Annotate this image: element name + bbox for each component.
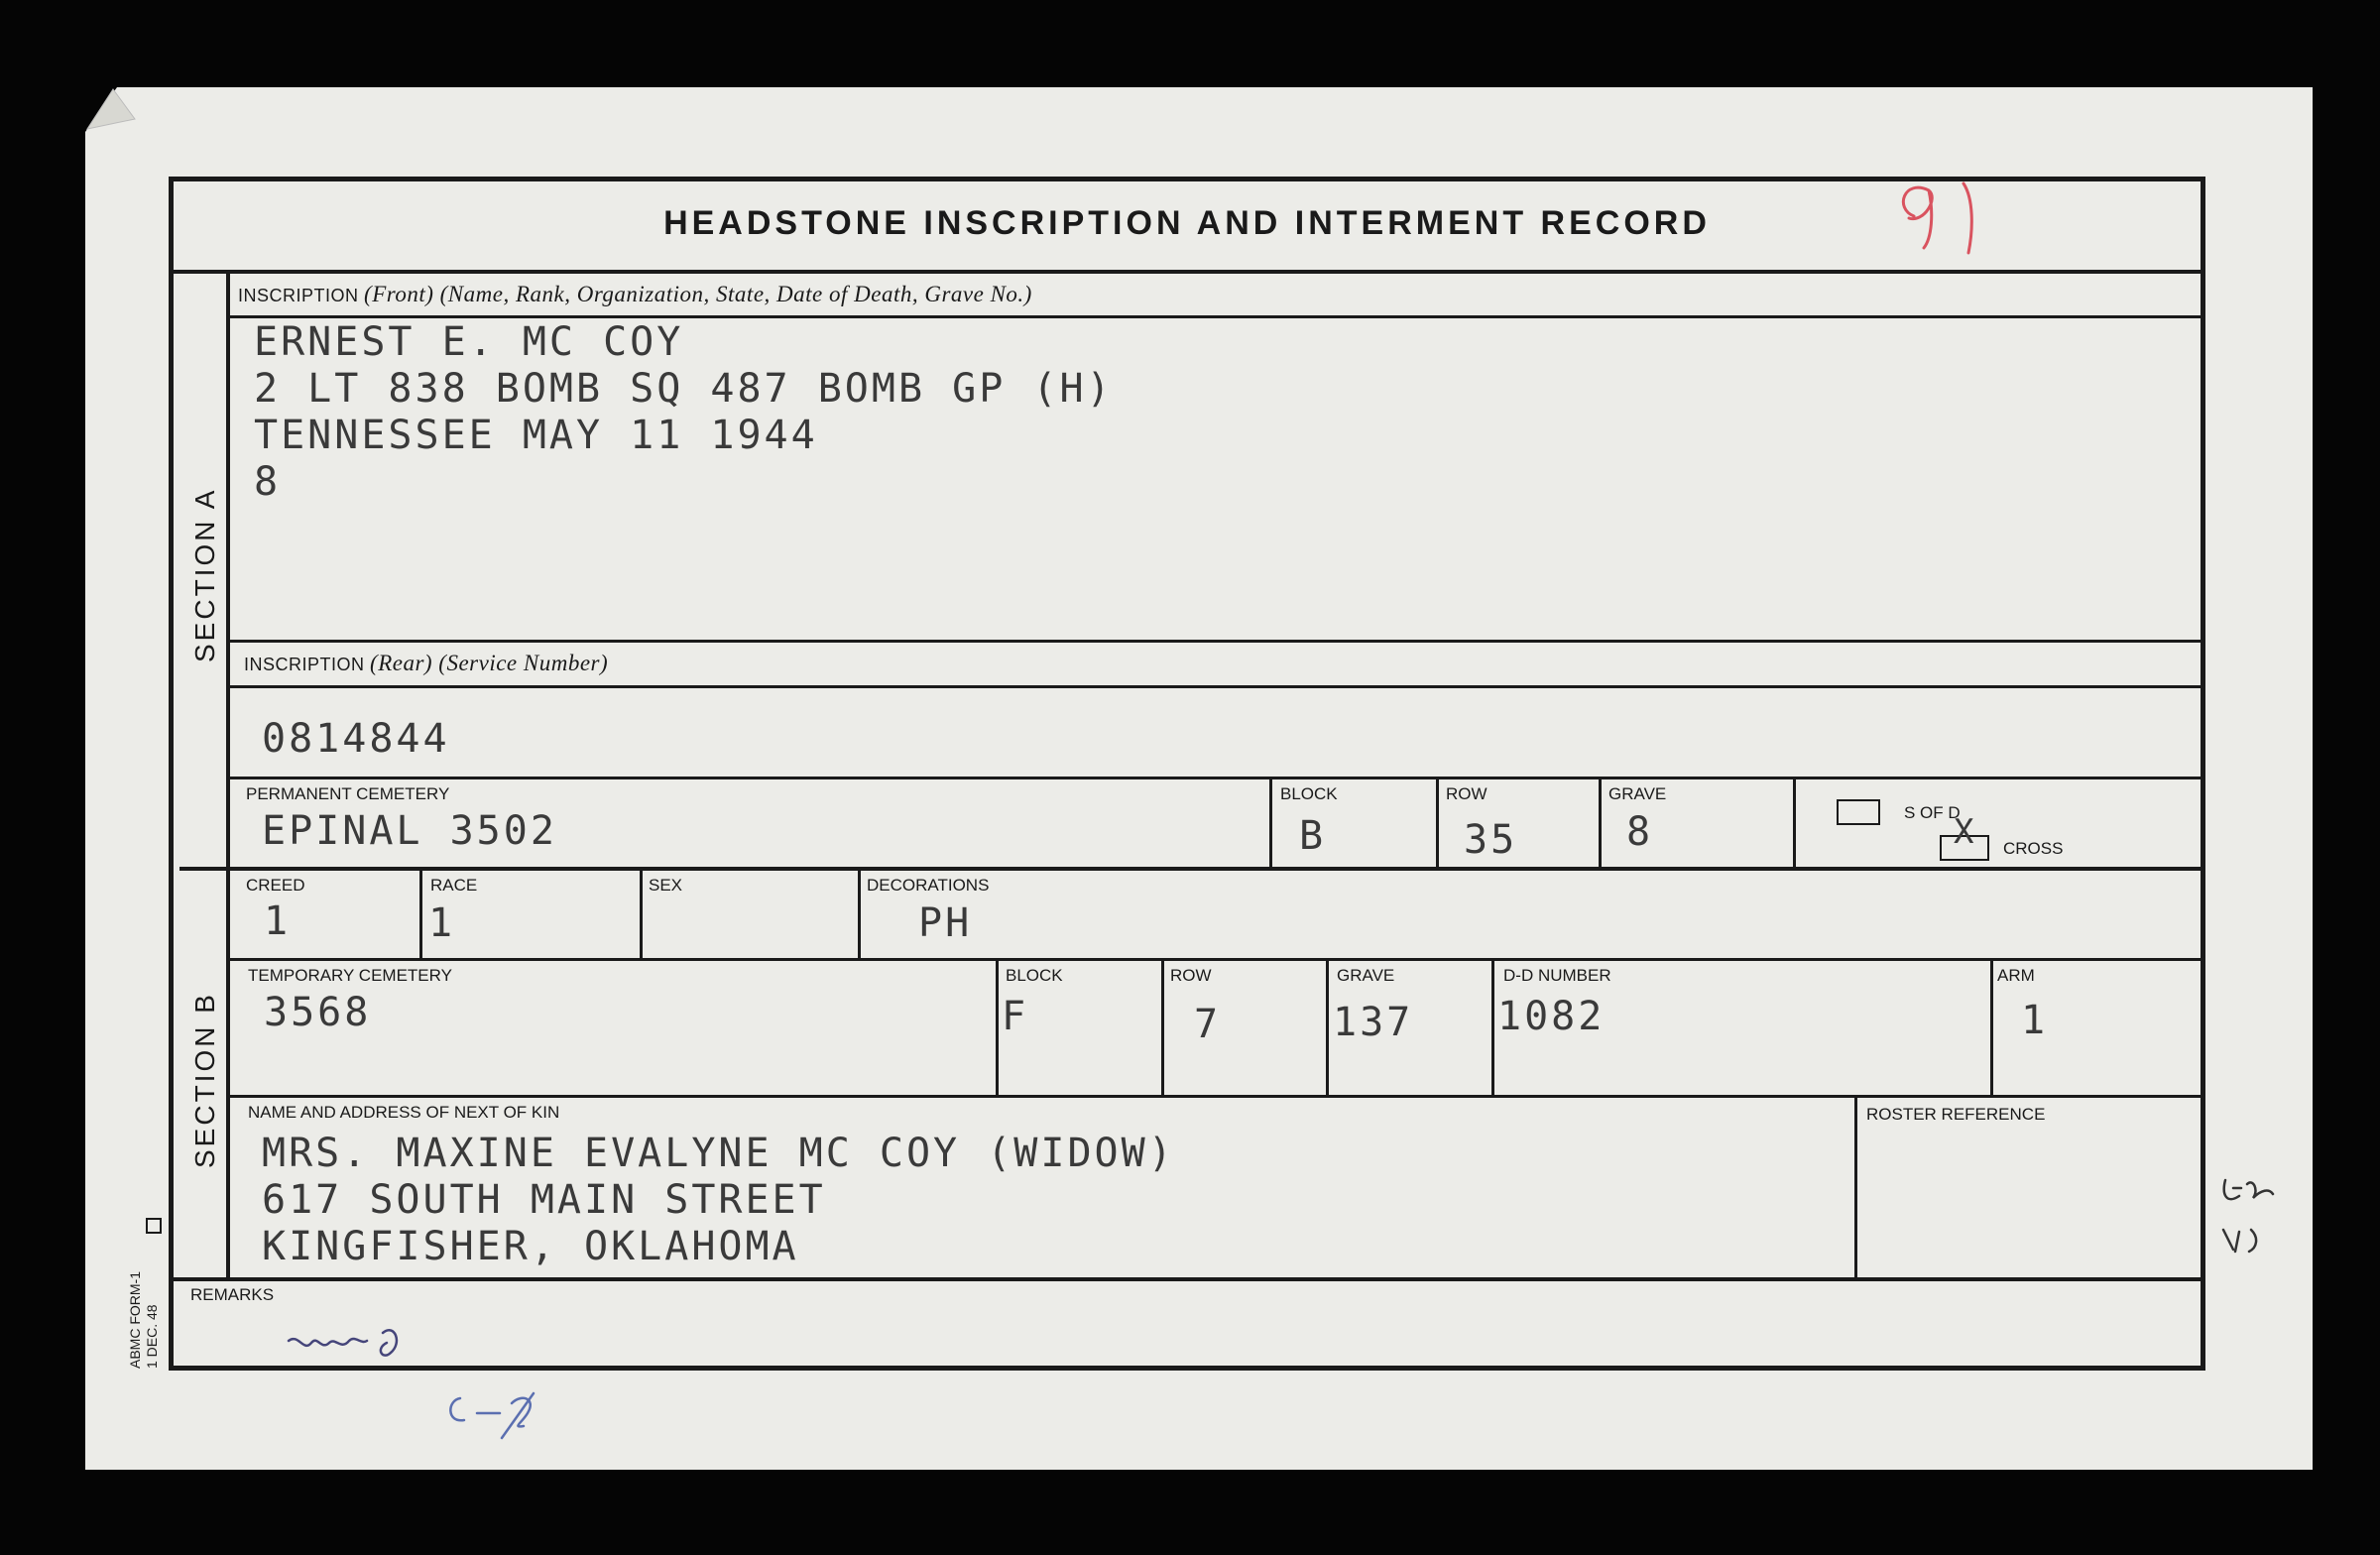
inscription-front-line: 8 (254, 459, 282, 505)
inscription-front-line: TENNESSEE MAY 11 1944 (254, 413, 818, 458)
section-a-label: SECTION A (189, 487, 220, 662)
permanent-block-label: BLOCK (1280, 784, 1338, 803)
section-b-label: SECTION B (189, 992, 220, 1168)
permanent-row-label: ROW (1446, 784, 1488, 803)
temporary-row-value: 7 (1194, 1002, 1222, 1047)
remarks-label: REMARKS (190, 1285, 275, 1304)
service-number: 0814844 (262, 716, 450, 762)
temporary-row-label: ROW (1170, 966, 1212, 985)
next-of-kin-line: 617 SOUTH MAIN STREET (262, 1177, 826, 1223)
form-id-checkbox (146, 1218, 162, 1234)
temporary-block-value: F (1002, 994, 1029, 1039)
rule-temp-dd (1491, 959, 1494, 1097)
inscription-front-note: (Front) (Name, Rank, Organization, State, Date of Death, Grave No.) (364, 282, 1032, 306)
folded-corner (85, 87, 145, 157)
s-of-d-label: S OF D (1904, 803, 1961, 822)
margin-handwriting (2213, 1160, 2313, 1279)
inscription-front-text (254, 319, 1114, 506)
decorations-value: PH (918, 900, 973, 946)
form-title: HEADSTONE INSCRIPTION AND INTERMENT RECORD (663, 204, 1711, 242)
rule-front-label (228, 315, 2205, 318)
next-of-kin-text (262, 1131, 1175, 1270)
temporary-cemetery-value: 3568 (264, 990, 372, 1035)
race-value: 1 (428, 900, 456, 946)
temporary-block-label: BLOCK (1006, 966, 1063, 985)
permanent-grave-value: 8 (1626, 809, 1654, 855)
rule-section-divider (179, 867, 2205, 871)
temporary-grave-label: GRAVE (1337, 966, 1395, 985)
inscription-front-line: 2 LT 838 BOMB SQ 487 BOMB GP (H) (254, 366, 1114, 412)
form-id (127, 1271, 161, 1369)
roster-reference-label: ROSTER REFERENCE (1866, 1105, 2046, 1124)
rule-remarks-top (169, 1277, 2205, 1281)
cross-label: CROSS (2003, 839, 2064, 858)
permanent-grave-label: GRAVE (1608, 784, 1667, 803)
race-label: RACE (430, 876, 478, 895)
rule-temp-grave (1326, 959, 1329, 1097)
rule-rear-top (228, 640, 2205, 643)
rule-temp-arm (1990, 959, 1993, 1097)
rule-permanent-top (228, 777, 2205, 779)
inscription-rear-note: (Rear) (Service Number) (370, 651, 609, 675)
arm-value: 1 (2021, 998, 2049, 1043)
rule-rear-label (228, 685, 2205, 688)
sex-label: SEX (649, 876, 683, 895)
dd-number-value: 1082 (1497, 994, 1606, 1039)
inscription-front-label-text: INSCRIPTION (238, 286, 359, 305)
temporary-cemetery-label: TEMPORARY CEMETERY (248, 966, 452, 985)
cross-mark: X (1954, 812, 1977, 852)
permanent-cemetery-label: PERMANENT CEMETERY (246, 784, 450, 803)
rule-roster (1854, 1096, 1857, 1279)
creed-value: 1 (264, 898, 292, 944)
s-of-d-checkbox (1837, 799, 1880, 825)
rule-perm-block (1269, 777, 1272, 869)
rule-temporary-top (228, 958, 2205, 961)
inscription-rear-label-text: INSCRIPTION (244, 655, 365, 674)
inscription-front-line: ERNEST E. MC COY (254, 319, 684, 365)
arm-label: ARM (1997, 966, 2035, 985)
rule-kin-top (228, 1095, 2205, 1098)
decorations-label: DECORATIONS (867, 876, 990, 895)
rule-temp-block (996, 959, 999, 1097)
form-id-line2: 1 DEC. 48 (144, 1304, 160, 1369)
rule-race (640, 868, 643, 960)
rule-title (169, 270, 2205, 274)
rule-temp-row (1161, 959, 1164, 1097)
permanent-cemetery-value: EPINAL 3502 (262, 808, 557, 854)
dd-number-label: D-D NUMBER (1503, 966, 1611, 985)
rule-perm-row (1436, 777, 1439, 869)
next-of-kin-line: MRS. MAXINE EVALYNE MC COY (WIDOW) (262, 1131, 1175, 1176)
rule-perm-grave (1599, 777, 1602, 869)
temporary-grave-value: 137 (1333, 1000, 1414, 1045)
rule-sex (858, 868, 861, 960)
permanent-block-value: B (1299, 813, 1327, 859)
form-id-line1: ABMC FORM-1 (127, 1271, 143, 1369)
rule-creed (419, 868, 422, 960)
red-pencil-mark (1874, 169, 2023, 258)
permanent-row-value: 35 (1464, 817, 1518, 863)
inscription-front-label (238, 282, 1032, 307)
creed-label: CREED (246, 876, 305, 895)
blue-pencil-mark (442, 1378, 611, 1448)
next-of-kin-label: NAME AND ADDRESS OF NEXT OF KIN (248, 1103, 560, 1122)
rule-perm-marker (1793, 777, 1796, 869)
handwritten-remark (284, 1313, 452, 1373)
rule-section-column (226, 270, 230, 1279)
next-of-kin-line: KINGFISHER, OKLAHOMA (262, 1224, 799, 1269)
inscription-rear-label (244, 651, 608, 676)
